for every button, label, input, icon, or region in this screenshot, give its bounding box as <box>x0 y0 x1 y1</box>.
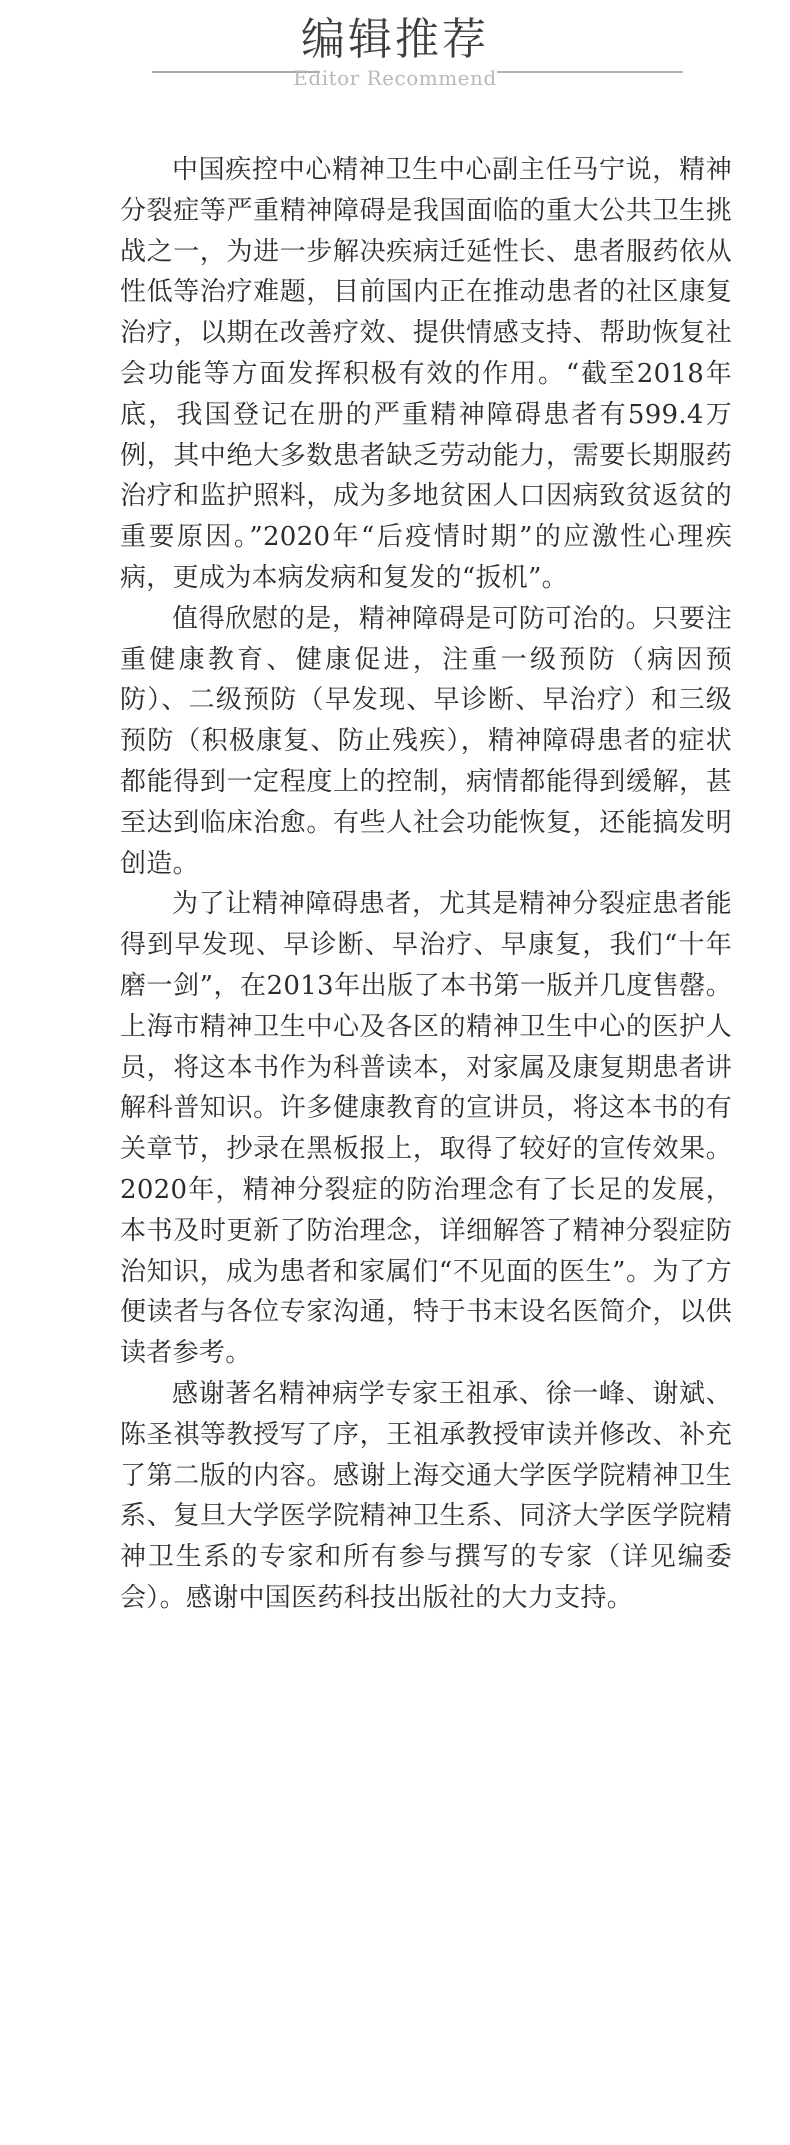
article-body <box>120 150 732 1619</box>
paragraph-3: 为了让精神障碍患者，尤其是精神分裂症患者能得到早发现、早诊断、早治疗、早康复，我们“十年磨一剑”，在2013年出版了本书第一版并几度售罄。上海市精神卫生中心及各区的精神卫生中心的医护人员，将这本书作为科普读本，对家属及康复期患者讲解科普知识。许多健康教育的宣讲员，将这本书的有关章节，抄录在黑板报上，取得了较好的宣传效果。2020年，精神分裂症的防治理念有了长足的发展，本书及时更新了防治理念，详细解答了精神分裂症防治知识，成为患者和家属们“不见面的医生”。为了方便读者与各位专家沟通，特于书末设名医简介，以供读者参考。 <box>120 889 732 1369</box>
paragraph-2: 值得欣慰的是，精神障碍是可防可治的。只要注重健康教育、健康促进，注重一级预防（病因预防）、二级预防（早发现、早诊断、早治疗）和三级预防（积极康复、防止残疾），精神障碍患者的症状都能得到一定程度上的控制，病情都能得到缓解，甚至达到临床治愈。有些人社会功能恢复，还能搞发明创造。 <box>120 603 732 879</box>
paragraph-1: 中国疾控中心精神卫生中心副主任马宁说，精神分裂症等严重精神障碍是我国面临的重大公共卫生挑战之一，为进一步解决疾病迁延性长、患者服药依从性低等治疗难题，目前国内正在推动患者的社区康复治疗，以期在改善疗效、提供情感支持、帮助恢复社会功能等方面发挥积极有效的作用。“截至2018年底，我国登记在册的严重精神障碍患者有599.4万例，其中绝大多数患者缺乏劳动能力，需要长期服药治疗和监护照料，成为多地贫困人口因病致贫返贫的重要原因。”2020年“后疫情时期”的应激性心理疾病，更成为本病发病和复发的“扳机”。 <box>120 155 732 593</box>
paragraph-4: 感谢著名精神病学专家王祖承、徐一峰、谢斌、陈圣祺等教授写了序，王祖承教授审读并修改、补充了第二版的内容。感谢上海交通大学医学院精神卫生系、复旦大学医学院精神卫生系、同济大学医学院精神卫生系的专家和所有参与撰写的专家（详见编委会）。感谢中国医药科技出版社的大力支持。 <box>120 1378 732 1613</box>
page-subtitle: Editor Recommend <box>293 66 497 90</box>
page-title: 编辑推荐 <box>301 14 489 65</box>
section-header <box>0 0 790 110</box>
